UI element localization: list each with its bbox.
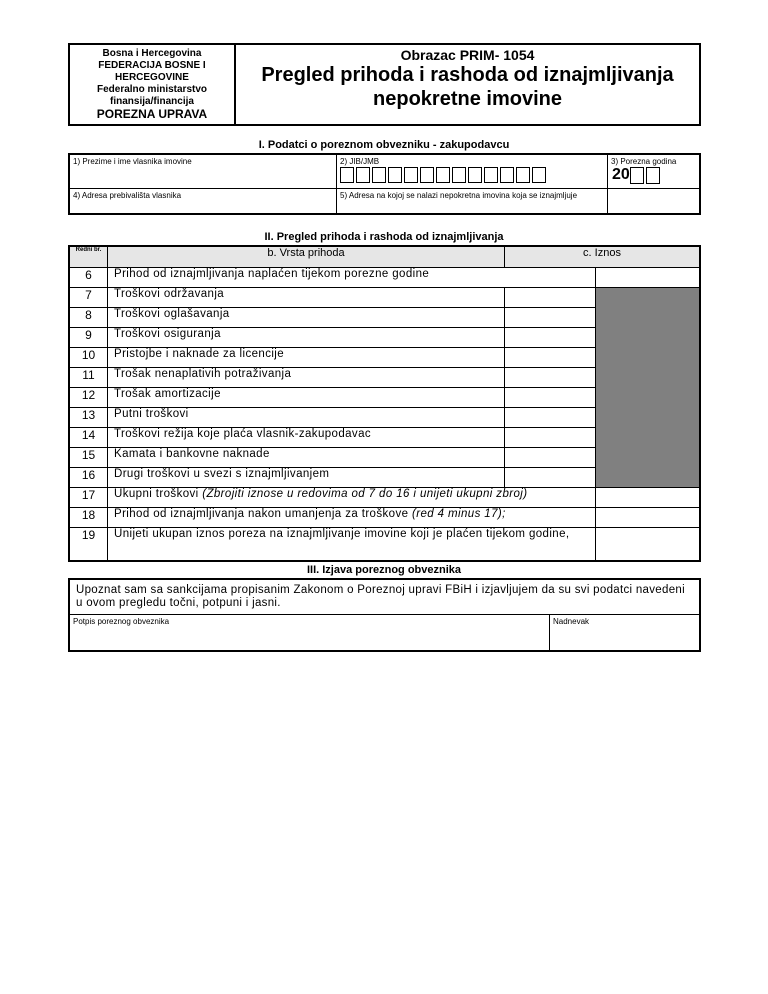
date-field[interactable] — [550, 615, 699, 650]
signature-field[interactable] — [70, 615, 550, 650]
row-number: 13 — [69, 408, 108, 428]
income-expense-table — [68, 245, 701, 562]
jib-digit-box[interactable] — [468, 167, 482, 183]
row-label — [108, 508, 596, 528]
jib-label: 2) JIB/JMB — [340, 157, 380, 166]
form-title-line2: nepokretne imovine — [373, 88, 562, 110]
amount-cell[interactable] — [505, 428, 596, 448]
row-number: 18 — [69, 508, 108, 528]
amount-cell[interactable] — [505, 348, 596, 368]
jib-digit-box[interactable] — [356, 167, 370, 183]
jib-digit-box[interactable] — [388, 167, 402, 183]
col-a-header: Redni br. — [69, 246, 108, 268]
row-number: 10 — [69, 348, 108, 368]
property-address-field[interactable] — [337, 188, 608, 214]
empty-cell — [608, 188, 701, 214]
section3-title — [0, 564, 768, 576]
row-number: 9 — [69, 328, 108, 348]
row-number: 11 — [69, 368, 108, 388]
amount-cell[interactable] — [596, 268, 701, 288]
section1-title-text: I. Podatci o poreznom obvezniku - zakupodavcu — [258, 139, 510, 151]
row-number: 6 — [69, 268, 108, 288]
row-number: 7 — [69, 288, 108, 308]
row-number: 12 — [69, 388, 108, 408]
row-label-text: Ukupni troškovi — [114, 488, 203, 500]
authority-line: FEDERACIJA BOSNE I HERCEGOVINE — [98, 60, 206, 83]
row-label: Trošak amortizacije — [108, 388, 505, 408]
form-code: Obrazac PRIM- 1054 — [400, 47, 535, 63]
section2-title-text: II. Pregled prihoda i rashoda od iznajmljivanja — [264, 231, 504, 243]
row-label: Troškovi oglašavanja — [108, 308, 505, 328]
jib-boxes — [337, 166, 607, 183]
jib-digit-box[interactable] — [516, 167, 530, 183]
row-label: Troškovi osiguranja — [108, 328, 505, 348]
tax-year-label: 3) Porezna godina — [611, 157, 677, 166]
jib-digit-box[interactable] — [340, 167, 354, 183]
section2-title — [0, 231, 768, 243]
row-label: Drugi troškovi u svezi s iznajmljivanjem — [108, 468, 505, 488]
amount-cell[interactable] — [505, 468, 596, 488]
jib-digit-box[interactable] — [500, 167, 514, 183]
section1-title — [0, 139, 768, 151]
owner-address-field[interactable] — [69, 188, 337, 214]
amount-cell[interactable] — [505, 308, 596, 328]
row-label-text: Prihod od iznajmljivanja nakon umanjenja za troškove — [114, 508, 412, 520]
row-label: Putni troškovi — [108, 408, 505, 428]
row-label: Troškovi režija koje plaća vlasnik-zakupodavac — [108, 428, 505, 448]
owner-address-label: 4) Adresa prebivališta vlasnika — [73, 190, 182, 200]
section3-title-text: III. Izjava poreznog obveznika — [306, 564, 462, 576]
row-label: Troškovi održavanja — [108, 288, 505, 308]
jib-field[interactable] — [337, 154, 608, 188]
row-label-note: (red 4 minus 17); — [412, 508, 506, 520]
row-number: 17 — [69, 488, 108, 508]
row-number: 8 — [69, 308, 108, 328]
row-number: 16 — [69, 468, 108, 488]
jib-digit-box[interactable] — [372, 167, 386, 183]
row-number: 14 — [69, 428, 108, 448]
row-label-note: (Zbrojiti iznose u redovima od 7 do 16 i unijeti ukupni zbroj) — [202, 488, 528, 500]
shaded-cell — [596, 288, 701, 488]
tax-year-input — [608, 166, 699, 184]
row-number: 15 — [69, 448, 108, 468]
row-label: Kamata i bankovne naknade — [108, 448, 505, 468]
amount-cell[interactable] — [505, 288, 596, 308]
col-c-header: c. Iznos — [505, 246, 701, 268]
row-number: 19 — [69, 528, 108, 562]
signature-label: Potpis poreznog obveznika — [73, 617, 170, 626]
jib-digit-box[interactable] — [420, 167, 434, 183]
property-address-label: 5) Adresa na kojoj se nalazi nepokretna imovina koja se iznajmljuje — [340, 190, 578, 200]
taxpayer-table — [68, 153, 701, 215]
signature-row — [70, 614, 699, 650]
row-label: Pristojbe i naknade za licencije — [108, 348, 505, 368]
row-label: Prihod od iznajmljivanja naplaćen tijekom porezne godine — [108, 268, 596, 288]
amount-cell[interactable] — [596, 528, 701, 562]
amount-cell[interactable] — [505, 448, 596, 468]
row-label: Trošak nenaplativih potraživanja — [108, 368, 505, 388]
issuing-authority — [70, 45, 236, 124]
amount-cell[interactable] — [505, 408, 596, 428]
declaration-box — [68, 578, 701, 652]
owner-name-label: 1) Prezime i ime vlasnika imovine — [73, 157, 192, 166]
amount-cell[interactable] — [505, 388, 596, 408]
date-label: Nadnevak — [553, 617, 590, 626]
amount-cell[interactable] — [596, 508, 701, 528]
jib-digit-box[interactable] — [532, 167, 546, 183]
amount-cell[interactable] — [505, 368, 596, 388]
authority-line: Bosna i Hercegovina — [102, 48, 202, 59]
form-title-block — [236, 45, 699, 124]
year-prefix: 20 — [612, 166, 630, 183]
year-digit-box[interactable] — [646, 167, 660, 184]
authority-line: Federalno ministarstvo finansija/financija — [96, 84, 208, 107]
year-digit-box[interactable] — [630, 167, 644, 184]
amount-cell[interactable] — [596, 488, 701, 508]
jib-digit-box[interactable] — [404, 167, 418, 183]
tax-year-field[interactable] — [608, 154, 701, 188]
owner-name-field[interactable] — [69, 154, 337, 188]
jib-digit-box[interactable] — [436, 167, 450, 183]
form-title-line1: Pregled prihoda i rashoda od iznajmljivanja — [261, 64, 674, 86]
jib-digit-box[interactable] — [484, 167, 498, 183]
row-label — [108, 488, 596, 508]
row-label: Unijeti ukupan iznos poreza na iznajmljivanje imovine koji je plaćen tijekom godine, — [108, 528, 596, 562]
declaration-statement: Upoznat sam sa sankcijama propisanim Zakonom o Poreznoj upravi FBiH i izjavljujem da su svi podatci navedeni u ovom pregledu točni, potpuni i jasni. — [76, 584, 685, 609]
form-header — [68, 43, 701, 126]
col-b-header: b. Vrsta prihoda — [108, 246, 505, 268]
jib-digit-box[interactable] — [452, 167, 466, 183]
authority-name: POREZNA UPRAVA — [96, 107, 208, 121]
amount-cell[interactable] — [505, 328, 596, 348]
